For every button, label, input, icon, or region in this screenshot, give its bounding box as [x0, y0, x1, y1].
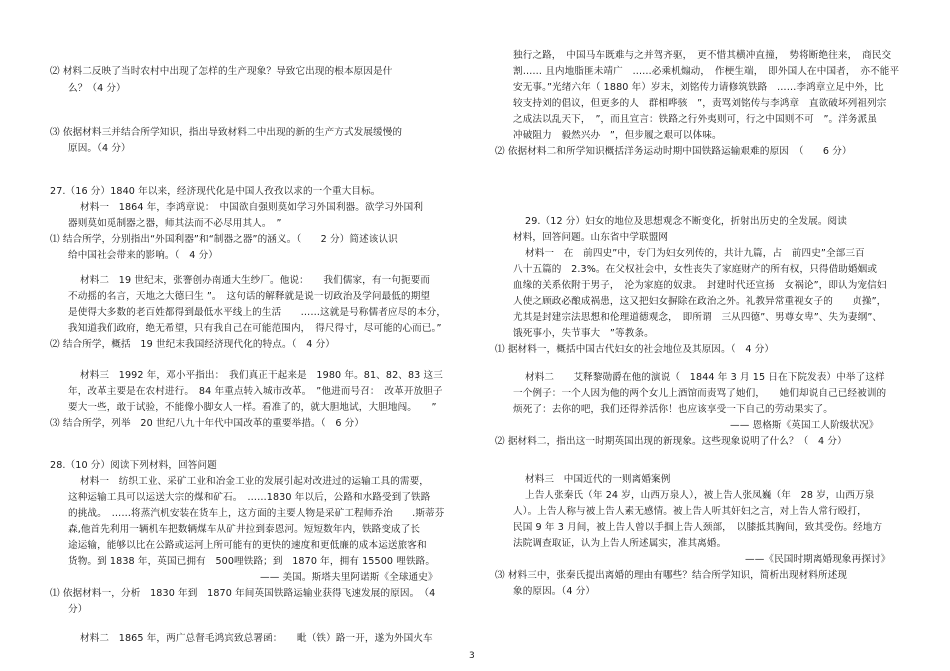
material-text: 一个例子：一个人因为他的两个女儿上酒馆而责骂了她们， 她们却说自己已经被训的: [513, 388, 887, 399]
question-line: 原因。（4 分）: [68, 143, 131, 154]
question-line: 材料，回答问题。山东省中学联盟网: [513, 232, 669, 243]
material-text: 我知道我们政府，绝无希望，只有我自己在可能范围内， 得尺得寸，尽可能的心而已。”: [68, 323, 442, 334]
question-line: ⑶ 结合所学，列举 20 世纪八九十年代中国改革的重要举措。（ 6 分）: [50, 418, 365, 429]
material-text: 材料一 1864 年，李鸿章说： 中国欲自强则莫如学习外国利器。欲学习外国利: [80, 202, 424, 213]
question-line: 么？（4 分）: [68, 83, 126, 94]
page-number: 3: [469, 651, 475, 661]
source-citation: —— 恩格斯《英国工人阶级状况》: [730, 420, 879, 431]
material-text: 冲破阻力 毅然兴办 ”，但步履之艰可以体味。: [513, 130, 722, 141]
material-text: 上告人张秦氏（年 24 岁，山西万泉人），被上告人张凤巍（年 28 岁，山西万泉: [525, 490, 875, 501]
material-heading: 材料三 中国近代的一则离婚案例: [525, 474, 671, 485]
question-line: ⑵ 据材料二，指出这一时期英国出现的新现象。这些现象说明了什么？（ 4 分）: [495, 436, 847, 447]
material-text: 途运输，能够以比在公路或运河上所可能有的更快的速度和更低廉的成本运送旅客和: [68, 540, 427, 551]
material-text: 年，改革主要是在农村进行。 84 年重点转入城市改革。 ”他进而号召： 改革开放胆子: [68, 386, 443, 397]
question-heading: 27.（16 分）1840 年以来，经济现代化是中国人孜孜以求的一个重大目标。: [50, 186, 381, 197]
question-line: ⑵ 材料二反映了当时农村中出现了怎样的生产现象？导致它出现的根本原因是什: [50, 66, 393, 77]
material-text: 烦死了：去你的吧，我们还得养活你！也应该享受一下自己的劳动果实了。: [513, 404, 833, 415]
material-text: 人）。上告人称与被上告人素无感情。被上告人听其奸妇之言，对上告人常行殴打，: [513, 506, 867, 517]
material-text: 血缘的关系依附于男子， 沦为家庭的奴隶。 封建时代还宣扬 女祸论”，即认为宠信妇: [513, 280, 887, 291]
source-citation: ——《民国时期离婚现象再探讨》: [745, 554, 891, 565]
question-heading: 29.（12 分）妇女的地位及思想观念不断变化，折射出历史的全发展。阅读: [525, 216, 847, 227]
material-text: 是使得大多数的老百姓都得到最低水平线上的生活 ……这就是号称儒者应尽的本分，: [68, 307, 447, 318]
material-text: 森,他首先利用一辆机车把数辆煤车从矿井拉到泰恩河。短短数年内，铁路变成了长: [68, 524, 421, 535]
material-text: 法院调查取证，认为上告人所述属实，准其离婚。: [513, 538, 727, 549]
material-text: 民国 9 年 3 月间，被上告人曾以手掴上告人颈部， 以膝抵其胸间，致其受伤。经地方: [513, 522, 883, 533]
material-text: 器则莫如觅制器之器，师其法而不必尽用其人。 ”: [68, 218, 282, 229]
source-citation: —— 美国。斯塔夫里阿诺斯《全球通史》: [260, 572, 438, 583]
question-line: ⑴ 据材料一，概括中国古代妇女的社会地位及其原因。（ 4 分）: [495, 344, 775, 355]
material-text: 材料三 1992 年，邓小平指出： 我们真正干起来是 1980 年。81、82、83 这三: [80, 370, 443, 381]
material-text: 之成法以乱天下， ”，而且宣言：铁路之行外夷则可，行之中国则不可 ”。洋务派虽: [513, 114, 878, 125]
material-text: 材料二 1865 年，两广总督毛鸿宾致总署函： 毗（铁）路一开，遂为外国火车: [80, 633, 433, 644]
question-line: ⑶ 依据材料三并结合所学知识，指出导致材料二中出现的新的生产方式发展缓慢的: [50, 127, 403, 138]
question-line: ⑶ 材料三中，张秦氏提出离婚的理由有哪些？结合所学知识，简析出现材料所述现: [495, 570, 848, 581]
material-text: 货物。到 1838 年，英国已拥有 500哩铁路；到 1870 年，拥有 15500 哩铁路。: [68, 556, 436, 567]
material-text: 割…… 且内地脂匪未靖广 ……必乘机煽动， 作梗生端， 即外国人在中国者， 亦不能平: [513, 66, 900, 77]
material-text: 材料一 纺织工业、采矿工业和冶金工业的发展引起对改进过的运输工具的需要，: [80, 476, 429, 487]
material-text: 材料二 艾释黎勋爵在他的演说（ 1844 年 3 月 15 日在下院发表）中举了这样: [525, 372, 885, 383]
material-text: 材料一 在 前四史”中，专门为妇女列传的，共计九篇，占 前四史”全部三百: [525, 248, 865, 259]
material-text: 八十五篇的 2.3%。在父权社会中，女性丧失了家庭财产的所有权，只得借助婚姻或: [513, 264, 878, 275]
question-line: 象的原因。（4 分）: [513, 586, 596, 597]
question-line: ⑵ 结合所学，概括 19 世纪末我国经济现代化的特点。（ 4 分）: [50, 339, 335, 350]
question-line: ⑵ 依据材料二和所学知识概括洋务运动时期中国铁路运输艰难的原因 （ 6 分）: [495, 146, 852, 157]
material-text: 的挑战。 ……将蒸汽机安装在货车上，这方面的主要人物是采矿工程师乔治 .斯蒂芬: [68, 508, 445, 519]
material-text: 独行之路， 中国马车既难与之并驾齐驱， 更不惜其横冲直撞， 势将断绝往来， 商民交: [513, 50, 892, 61]
material-text: 不动摇的名言，天地之大德曰生 ”。 这句话的解释就是说一切政治及学问最低的期望: [68, 291, 431, 302]
material-text: 人使之顾政必酿成祸患，这又把妇女摒除在政治之外。礼教异常重视女子的 贞操”，: [513, 296, 887, 307]
material-text: 这种运输工具可以运送大宗的煤和矿石。 ……1830 年以后，公路和水路受到了铁路: [68, 492, 431, 503]
material-text: 饿死事小，失节事大 ”等教条。: [513, 328, 654, 339]
material-text: 要大一些，敢于试验，不能像小脚女人一样。看准了的，就大胆地试，大胆地闯。 ”: [68, 402, 437, 413]
material-text: 较支持刘的倡议，但更多的人 群相哗骇 ”，责骂刘铭传与李鸿章 直欲破坏列祖列宗: [513, 98, 887, 109]
question-line: 给中国社会带来的影响。（ 4 分）: [68, 250, 218, 261]
material-text: 安无事。”光绪六年（ 1880 年）岁末，刘铭传力请修筑铁路 ……李鸿章立足中外，比: [513, 82, 884, 93]
question-line: ⑴ 结合所学，分别指出“外国利器”和“制器之器”的涵义。（ 2 分）简述该认识: [50, 234, 398, 245]
question-line: ⑴ 依据材料一，分析 1830 年到 1870 年间英国铁路运输业获得飞速发展的原因。 （4: [50, 588, 436, 599]
material-text: 尤其是封建宗法思想和伦理道德观念， 即所谓 三从四德”、男尊女卑”、失为妻纲”、: [513, 312, 883, 323]
question-line: 分）: [68, 604, 88, 615]
question-heading: 28.（10 分）阅读下列材料，回答问题: [50, 460, 217, 471]
material-text: 材料二 19 世纪末，张謇创办南通大生纱厂。他说： 我们儒家，有一句扼要而: [80, 275, 431, 286]
